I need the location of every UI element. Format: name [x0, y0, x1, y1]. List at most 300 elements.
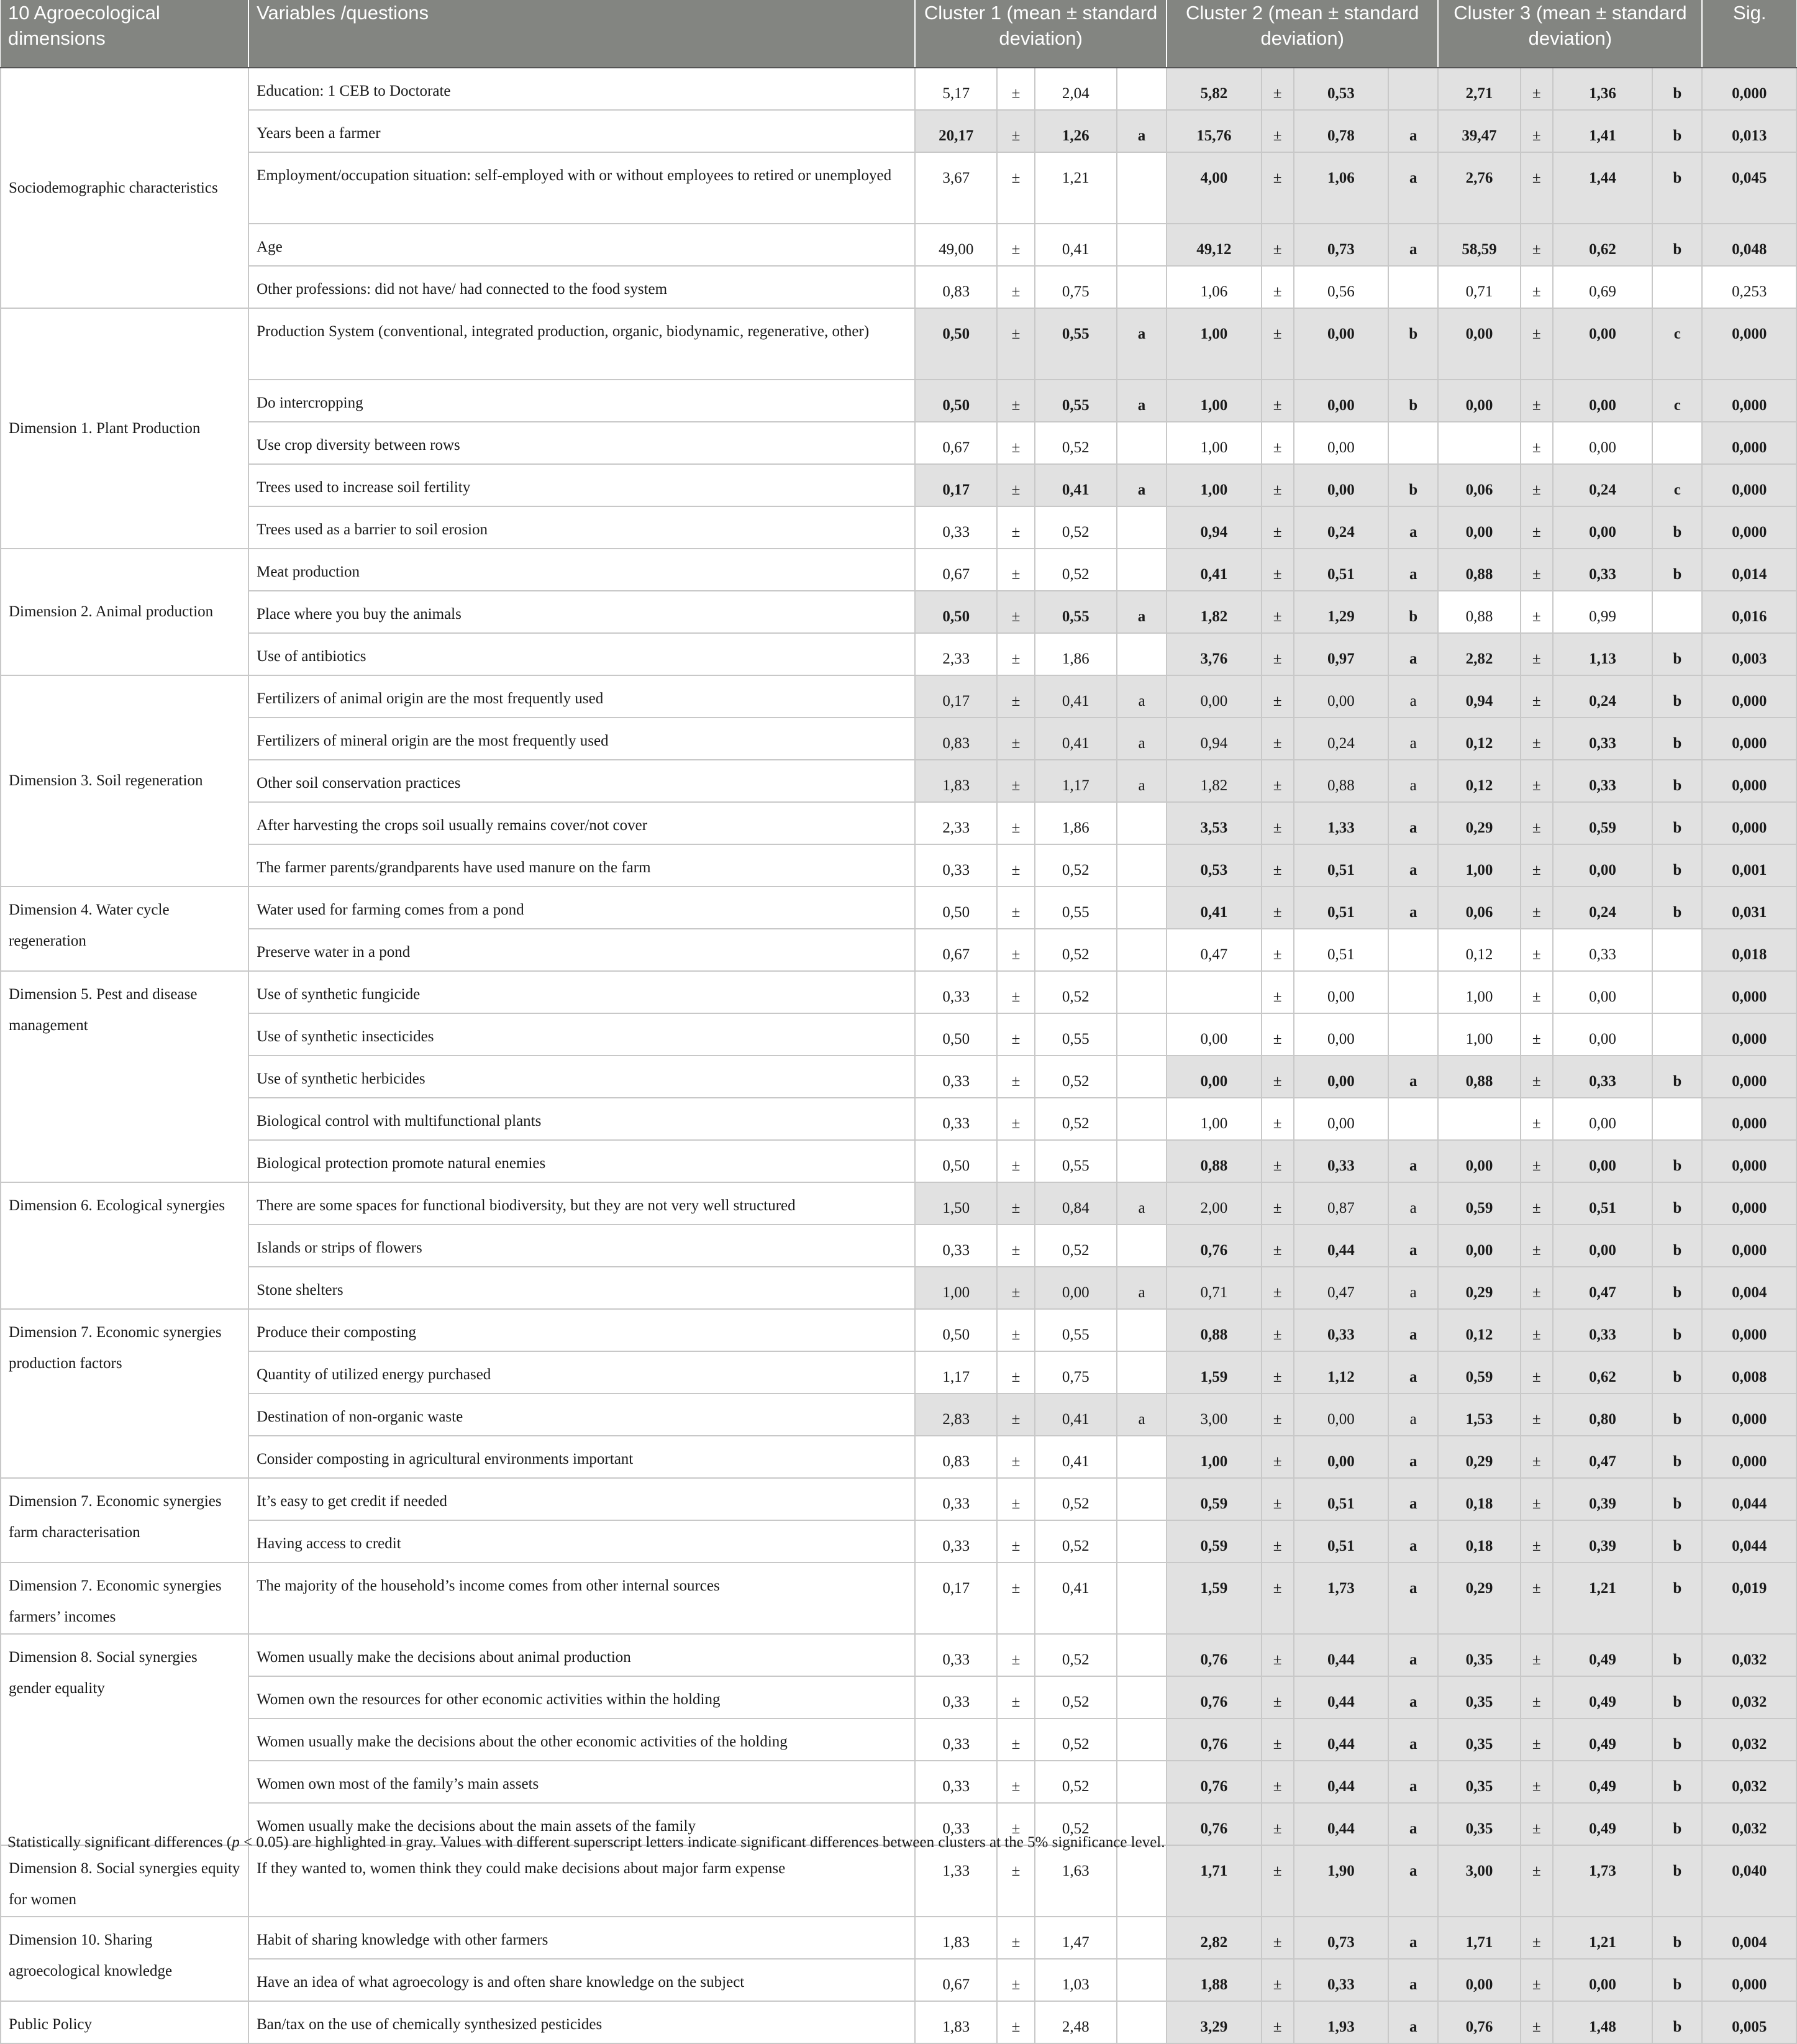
table-row: [1, 1917, 1796, 1959]
c2-mean: 3,76: [1167, 633, 1261, 675]
significance-cell: 0,000: [1702, 1309, 1796, 1351]
c3-plus-minus: ±: [1521, 802, 1553, 844]
c3-mean: 0,00: [1438, 506, 1520, 549]
c1-sd: 0,52: [1035, 1478, 1117, 1520]
c3-sd: 0,33: [1553, 549, 1652, 591]
variable-cell: After harvesting the crops soil usually remains cover/not cover: [248, 802, 915, 844]
c3-plus-minus: ±: [1521, 1761, 1553, 1803]
c2-plus-minus: ±: [1262, 1563, 1294, 1634]
c3-sd: 0,49: [1553, 1676, 1652, 1718]
dimension-cell: Dimension 2. Animal production: [1, 549, 248, 675]
c3-plus-minus: ±: [1521, 1098, 1553, 1140]
c3-letter: b: [1652, 1520, 1702, 1563]
c3-letter: b: [1652, 549, 1702, 591]
c2-letter: a: [1388, 887, 1438, 929]
c1-mean: 2,33: [915, 802, 997, 844]
c3-mean: 0,00: [1438, 1140, 1520, 1182]
dimension-cell: Dimension 4. Water cycle regeneration: [1, 887, 248, 971]
c3-mean: 0,59: [1438, 1351, 1520, 1394]
c2-mean: 0,88: [1167, 1140, 1261, 1182]
c2-mean: 0,76: [1167, 1803, 1261, 1845]
c2-plus-minus: ±: [1262, 1436, 1294, 1478]
c3-plus-minus: ±: [1521, 422, 1553, 464]
c1-letter: a: [1117, 464, 1167, 506]
header-dimension: 10 Agroecological dimensions: [1, 0, 248, 68]
c2-letter: b: [1388, 308, 1438, 380]
c1-letter: a: [1117, 308, 1167, 380]
c2-sd: 0,88: [1294, 760, 1388, 802]
c1-plus-minus: ±: [997, 591, 1034, 633]
c1-sd: 1,21: [1035, 152, 1117, 224]
c2-mean: 1,82: [1167, 591, 1261, 633]
c2-plus-minus: ±: [1262, 1098, 1294, 1140]
c1-letter: a: [1117, 718, 1167, 760]
c2-plus-minus: ±: [1262, 380, 1294, 422]
c1-mean: 0,33: [915, 1676, 997, 1718]
c1-mean: 0,33: [915, 844, 997, 887]
c3-plus-minus: ±: [1521, 224, 1553, 266]
c2-letter: a: [1388, 1959, 1438, 2001]
c2-plus-minus: ±: [1262, 591, 1294, 633]
c3-letter: b: [1652, 506, 1702, 549]
c1-plus-minus: ±: [997, 464, 1034, 506]
c3-sd: 1,41: [1553, 110, 1652, 152]
table-row: [1, 422, 1796, 464]
c2-mean: 1,59: [1167, 1563, 1261, 1634]
c3-plus-minus: ±: [1521, 506, 1553, 549]
c1-letter: [1117, 1309, 1167, 1351]
c1-sd: 0,75: [1035, 1351, 1117, 1394]
table-row: [1, 1959, 1796, 2001]
c1-sd: 0,55: [1035, 380, 1117, 422]
c1-mean: 0,50: [915, 887, 997, 929]
c1-letter: a: [1117, 675, 1167, 718]
c1-plus-minus: ±: [997, 1394, 1034, 1436]
dimension-cell: Dimension 7. Economic synergies farmers’ incomes: [1, 1563, 248, 1634]
c1-mean: 0,17: [915, 1563, 997, 1634]
c3-sd: 0,33: [1553, 1056, 1652, 1098]
table-row: [1, 1761, 1796, 1803]
c1-sd: 0,52: [1035, 1676, 1117, 1718]
significance-cell: 0,019: [1702, 1563, 1796, 1634]
c3-plus-minus: ±: [1521, 1013, 1553, 1056]
variable-cell: Other professions: did not have/ had connected to the food system: [248, 266, 915, 308]
c1-sd: 0,41: [1035, 675, 1117, 718]
table-row: [1, 2001, 1796, 2043]
c2-plus-minus: ±: [1262, 152, 1294, 224]
c1-letter: [1117, 1436, 1167, 1478]
c3-sd: 0,00: [1553, 1959, 1652, 2001]
c1-plus-minus: ±: [997, 266, 1034, 308]
c3-sd: 0,49: [1553, 1761, 1652, 1803]
c3-letter: [1652, 266, 1702, 308]
c1-plus-minus: ±: [997, 1845, 1034, 1917]
c3-mean: 0,88: [1438, 549, 1520, 591]
c2-plus-minus: ±: [1262, 802, 1294, 844]
table-row: [1, 887, 1796, 929]
c3-mean: 0,71: [1438, 266, 1520, 308]
table-row: [1, 1056, 1796, 1098]
c2-letter: a: [1388, 110, 1438, 152]
c1-sd: 0,52: [1035, 549, 1117, 591]
c3-plus-minus: ±: [1521, 549, 1553, 591]
c2-sd: 0,33: [1294, 1140, 1388, 1182]
c3-sd: 0,69: [1553, 266, 1652, 308]
c1-mean: 0,83: [915, 718, 997, 760]
c1-letter: [1117, 266, 1167, 308]
table-row: [1, 1013, 1796, 1056]
c2-plus-minus: ±: [1262, 887, 1294, 929]
c2-plus-minus: ±: [1262, 1140, 1294, 1182]
c1-plus-minus: ±: [997, 1436, 1034, 1478]
c3-plus-minus: ±: [1521, 152, 1553, 224]
header-cluster-1: Cluster 1 (mean ± standard deviation): [915, 0, 1167, 68]
c1-plus-minus: ±: [997, 1351, 1034, 1394]
c3-sd: 1,21: [1553, 1917, 1652, 1959]
c3-mean: 0,59: [1438, 1182, 1520, 1225]
significance-cell: 0,000: [1702, 506, 1796, 549]
c2-sd: 0,78: [1294, 110, 1388, 152]
c1-mean: 0,50: [915, 1309, 997, 1351]
table-row: [1, 929, 1796, 971]
c3-mean: 0,29: [1438, 1267, 1520, 1309]
c3-mean: 0,35: [1438, 1676, 1520, 1718]
c1-plus-minus: ±: [997, 1917, 1034, 1959]
c1-sd: 0,55: [1035, 1309, 1117, 1351]
c2-mean: 1,88: [1167, 1959, 1261, 2001]
c2-mean: 0,41: [1167, 887, 1261, 929]
c3-plus-minus: ±: [1521, 1917, 1553, 1959]
c3-mean: 0,35: [1438, 1718, 1520, 1761]
c1-mean: 0,50: [915, 1140, 997, 1182]
c2-letter: a: [1388, 1478, 1438, 1520]
c1-sd: 0,75: [1035, 266, 1117, 308]
c1-sd: 0,41: [1035, 1563, 1117, 1634]
c3-mean: 1,53: [1438, 1394, 1520, 1436]
c3-plus-minus: ±: [1521, 760, 1553, 802]
c3-letter: b: [1652, 152, 1702, 224]
c1-sd: 0,52: [1035, 1718, 1117, 1761]
c1-letter: [1117, 1520, 1167, 1563]
c1-mean: 0,33: [915, 1225, 997, 1267]
c2-sd: 0,33: [1294, 1959, 1388, 2001]
dimension-cell: Dimension 8. Social synergies equity for women: [1, 1845, 248, 1917]
c1-sd: 0,52: [1035, 1803, 1117, 1845]
significance-cell: 0,000: [1702, 1182, 1796, 1225]
significance-cell: 0,000: [1702, 308, 1796, 380]
c1-mean: 0,33: [915, 971, 997, 1013]
table-row: [1, 718, 1796, 760]
c1-plus-minus: ±: [997, 675, 1034, 718]
dimension-cell: Dimension 3. Soil regeneration: [1, 675, 248, 887]
c2-letter: a: [1388, 1718, 1438, 1761]
significance-cell: 0,000: [1702, 1013, 1796, 1056]
table-row: [1, 549, 1796, 591]
c1-mean: 0,67: [915, 549, 997, 591]
c1-letter: [1117, 929, 1167, 971]
c1-letter: [1117, 1056, 1167, 1098]
significance-cell: 0,048: [1702, 224, 1796, 266]
c1-mean: 2,83: [915, 1394, 997, 1436]
c1-plus-minus: ±: [997, 929, 1034, 971]
c3-mean: 0,35: [1438, 1803, 1520, 1845]
c2-plus-minus: ±: [1262, 2001, 1294, 2043]
c1-letter: [1117, 1225, 1167, 1267]
c3-mean: 39,47: [1438, 110, 1520, 152]
c3-plus-minus: ±: [1521, 675, 1553, 718]
c2-plus-minus: ±: [1262, 1520, 1294, 1563]
c3-mean: 1,71: [1438, 1917, 1520, 1959]
table-row: [1, 464, 1796, 506]
c3-sd: 0,00: [1553, 1098, 1652, 1140]
c1-sd: 0,84: [1035, 1182, 1117, 1225]
c3-plus-minus: ±: [1521, 1267, 1553, 1309]
c1-mean: 0,67: [915, 1959, 997, 2001]
c1-letter: [1117, 1917, 1167, 1959]
c2-sd: 0,33: [1294, 1309, 1388, 1351]
c3-plus-minus: ±: [1521, 1394, 1553, 1436]
variable-cell: Habit of sharing knowledge with other farmers: [248, 1917, 915, 1959]
c2-plus-minus: ±: [1262, 1845, 1294, 1917]
c1-mean: 0,33: [915, 1761, 997, 1803]
dimension-cell: Dimension 10. Sharing agroecological knowledge: [1, 1917, 248, 2001]
c2-letter: a: [1388, 224, 1438, 266]
variable-cell: Women own the resources for other economic activities within the holding: [248, 1676, 915, 1718]
variable-cell: Place where you buy the animals: [248, 591, 915, 633]
table-row: [1, 1520, 1796, 1563]
c2-mean: 0,88: [1167, 1309, 1261, 1351]
c1-sd: 1,86: [1035, 802, 1117, 844]
c2-mean: 3,53: [1167, 802, 1261, 844]
c1-letter: [1117, 2001, 1167, 2043]
table-row: [1, 506, 1796, 549]
c2-mean: 1,00: [1167, 380, 1261, 422]
c2-letter: a: [1388, 1563, 1438, 1634]
c2-plus-minus: ±: [1262, 1803, 1294, 1845]
c3-plus-minus: ±: [1521, 464, 1553, 506]
c3-plus-minus: ±: [1521, 110, 1553, 152]
c1-sd: 1,47: [1035, 1917, 1117, 1959]
c3-mean: 1,00: [1438, 844, 1520, 887]
c2-letter: a: [1388, 1436, 1438, 1478]
c2-letter: a: [1388, 1056, 1438, 1098]
c2-plus-minus: ±: [1262, 1056, 1294, 1098]
c3-letter: b: [1652, 1394, 1702, 1436]
c2-mean: 0,94: [1167, 506, 1261, 549]
c3-mean: 0,88: [1438, 1056, 1520, 1098]
c3-plus-minus: ±: [1521, 844, 1553, 887]
c1-sd: 2,04: [1035, 68, 1117, 110]
c2-plus-minus: ±: [1262, 760, 1294, 802]
variable-cell: The majority of the household’s income comes from other internal sources: [248, 1563, 915, 1634]
c3-letter: b: [1652, 1917, 1702, 1959]
c3-mean: 0,94: [1438, 675, 1520, 718]
c3-mean: 0,76: [1438, 2001, 1520, 2043]
c2-sd: 0,73: [1294, 224, 1388, 266]
c2-sd: 0,00: [1294, 308, 1388, 380]
c3-letter: [1652, 591, 1702, 633]
significance-cell: 0,000: [1702, 760, 1796, 802]
c1-plus-minus: ±: [997, 971, 1034, 1013]
c3-mean: [1438, 1098, 1520, 1140]
header-significance: Sig.: [1702, 0, 1796, 68]
significance-cell: 0,031: [1702, 887, 1796, 929]
c2-sd: 0,00: [1294, 1098, 1388, 1140]
significance-cell: 0,001: [1702, 844, 1796, 887]
c3-plus-minus: ±: [1521, 633, 1553, 675]
variable-cell: Ban/tax on the use of chemically synthesized pesticides: [248, 2001, 915, 2043]
c2-mean: 1,00: [1167, 308, 1261, 380]
c3-letter: b: [1652, 1267, 1702, 1309]
table-row: [1, 802, 1796, 844]
c1-sd: 1,86: [1035, 633, 1117, 675]
c1-mean: 3,67: [915, 152, 997, 224]
c2-plus-minus: ±: [1262, 110, 1294, 152]
c2-letter: b: [1388, 380, 1438, 422]
c2-sd: 0,44: [1294, 1225, 1388, 1267]
significance-cell: 0,008: [1702, 1351, 1796, 1394]
c1-letter: [1117, 1351, 1167, 1394]
c1-letter: [1117, 802, 1167, 844]
variable-cell: There are some spaces for functional biodiversity, but they are not very well structured: [248, 1182, 915, 1225]
c2-plus-minus: ±: [1262, 1478, 1294, 1520]
table-row: [1, 266, 1796, 308]
c2-sd: 0,51: [1294, 549, 1388, 591]
c3-sd: 1,13: [1553, 633, 1652, 675]
table-row: [1, 1845, 1796, 1917]
significance-cell: 0,253: [1702, 266, 1796, 308]
significance-cell: 0,032: [1702, 1761, 1796, 1803]
c3-plus-minus: ±: [1521, 1225, 1553, 1267]
c1-sd: 0,52: [1035, 1225, 1117, 1267]
c1-plus-minus: ±: [997, 380, 1034, 422]
table-row: [1, 591, 1796, 633]
c2-sd: 1,93: [1294, 2001, 1388, 2043]
c2-mean: 0,41: [1167, 549, 1261, 591]
c2-mean: 0,71: [1167, 1267, 1261, 1309]
c2-sd: 0,56: [1294, 266, 1388, 308]
c3-sd: 0,33: [1553, 929, 1652, 971]
c2-mean: 1,06: [1167, 266, 1261, 308]
c1-plus-minus: ±: [997, 506, 1034, 549]
c1-plus-minus: ±: [997, 549, 1034, 591]
c2-letter: a: [1388, 1225, 1438, 1267]
significance-cell: 0,003: [1702, 633, 1796, 675]
c3-letter: b: [1652, 1634, 1702, 1676]
c1-letter: [1117, 1634, 1167, 1676]
c3-plus-minus: ±: [1521, 68, 1553, 110]
variable-cell: Meat production: [248, 549, 915, 591]
c3-letter: b: [1652, 887, 1702, 929]
c2-sd: 0,73: [1294, 1917, 1388, 1959]
c2-sd: 1,29: [1294, 591, 1388, 633]
c3-sd: 0,49: [1553, 1803, 1652, 1845]
significance-cell: 0,000: [1702, 68, 1796, 110]
c3-mean: 0,35: [1438, 1761, 1520, 1803]
c2-plus-minus: ±: [1262, 633, 1294, 675]
c2-plus-minus: ±: [1262, 1761, 1294, 1803]
variable-cell: Do intercropping: [248, 380, 915, 422]
c3-mean: 0,29: [1438, 1563, 1520, 1634]
c3-mean: 1,00: [1438, 1013, 1520, 1056]
significance-cell: 0,000: [1702, 1436, 1796, 1478]
c1-plus-minus: ±: [997, 1676, 1034, 1718]
c2-mean: 1,00: [1167, 1436, 1261, 1478]
c3-mean: 0,29: [1438, 802, 1520, 844]
c1-letter: [1117, 1098, 1167, 1140]
table-row: [1, 1394, 1796, 1436]
c3-mean: 58,59: [1438, 224, 1520, 266]
c2-mean: 3,29: [1167, 2001, 1261, 2043]
c3-plus-minus: ±: [1521, 591, 1553, 633]
c2-mean: 3,00: [1167, 1394, 1261, 1436]
c1-letter: [1117, 887, 1167, 929]
c3-sd: 0,99: [1553, 591, 1652, 633]
c1-letter: [1117, 224, 1167, 266]
c3-plus-minus: ±: [1521, 1309, 1553, 1351]
c3-sd: 0,80: [1553, 1394, 1652, 1436]
significance-cell: 0,016: [1702, 591, 1796, 633]
c1-mean: 0,33: [915, 1520, 997, 1563]
variable-cell: Education: 1 CEB to Doctorate: [248, 68, 915, 110]
c3-letter: b: [1652, 1803, 1702, 1845]
c3-letter: c: [1652, 464, 1702, 506]
c3-plus-minus: ±: [1521, 971, 1553, 1013]
c2-mean: [1167, 971, 1261, 1013]
c3-mean: 0,12: [1438, 1309, 1520, 1351]
c2-mean: 0,00: [1167, 1013, 1261, 1056]
c2-sd: 0,87: [1294, 1182, 1388, 1225]
c3-mean: 0,35: [1438, 1634, 1520, 1676]
c2-letter: [1388, 929, 1438, 971]
variable-cell: Stone shelters: [248, 1267, 915, 1309]
c1-mean: 0,50: [915, 1013, 997, 1056]
c3-letter: b: [1652, 1761, 1702, 1803]
c3-sd: 0,00: [1553, 422, 1652, 464]
c2-plus-minus: ±: [1262, 1959, 1294, 2001]
c2-letter: a: [1388, 1267, 1438, 1309]
c2-mean: 1,00: [1167, 464, 1261, 506]
table-row: [1, 1436, 1796, 1478]
variable-cell: Women usually make the decisions about the other economic activities of the holding: [248, 1718, 915, 1761]
c2-plus-minus: ±: [1262, 1182, 1294, 1225]
c1-plus-minus: ±: [997, 1013, 1034, 1056]
c3-sd: 0,47: [1553, 1436, 1652, 1478]
c2-plus-minus: ±: [1262, 1309, 1294, 1351]
variable-cell: Employment/occupation situation: self-employed with or without employees to retired or unemployed: [248, 152, 915, 224]
c2-plus-minus: ±: [1262, 1267, 1294, 1309]
c2-sd: 0,44: [1294, 1718, 1388, 1761]
c1-mean: 49,00: [915, 224, 997, 266]
c3-sd: 0,00: [1553, 1013, 1652, 1056]
c1-letter: [1117, 1478, 1167, 1520]
significance-cell: 0,005: [1702, 2001, 1796, 2043]
dimension-cell: Dimension 1. Plant Production: [1, 308, 248, 549]
c2-sd: 1,06: [1294, 152, 1388, 224]
c1-mean: 1,83: [915, 760, 997, 802]
variable-cell: Women own most of the family’s main assets: [248, 1761, 915, 1803]
c1-mean: 0,17: [915, 464, 997, 506]
c2-letter: a: [1388, 633, 1438, 675]
c1-plus-minus: ±: [997, 633, 1034, 675]
c1-sd: 0,52: [1035, 422, 1117, 464]
c3-letter: c: [1652, 380, 1702, 422]
footnote-before: Statistically significant differences (: [7, 1834, 232, 1851]
c2-letter: a: [1388, 1394, 1438, 1436]
c1-letter: [1117, 506, 1167, 549]
c1-letter: [1117, 1140, 1167, 1182]
c1-mean: 1,00: [915, 1267, 997, 1309]
